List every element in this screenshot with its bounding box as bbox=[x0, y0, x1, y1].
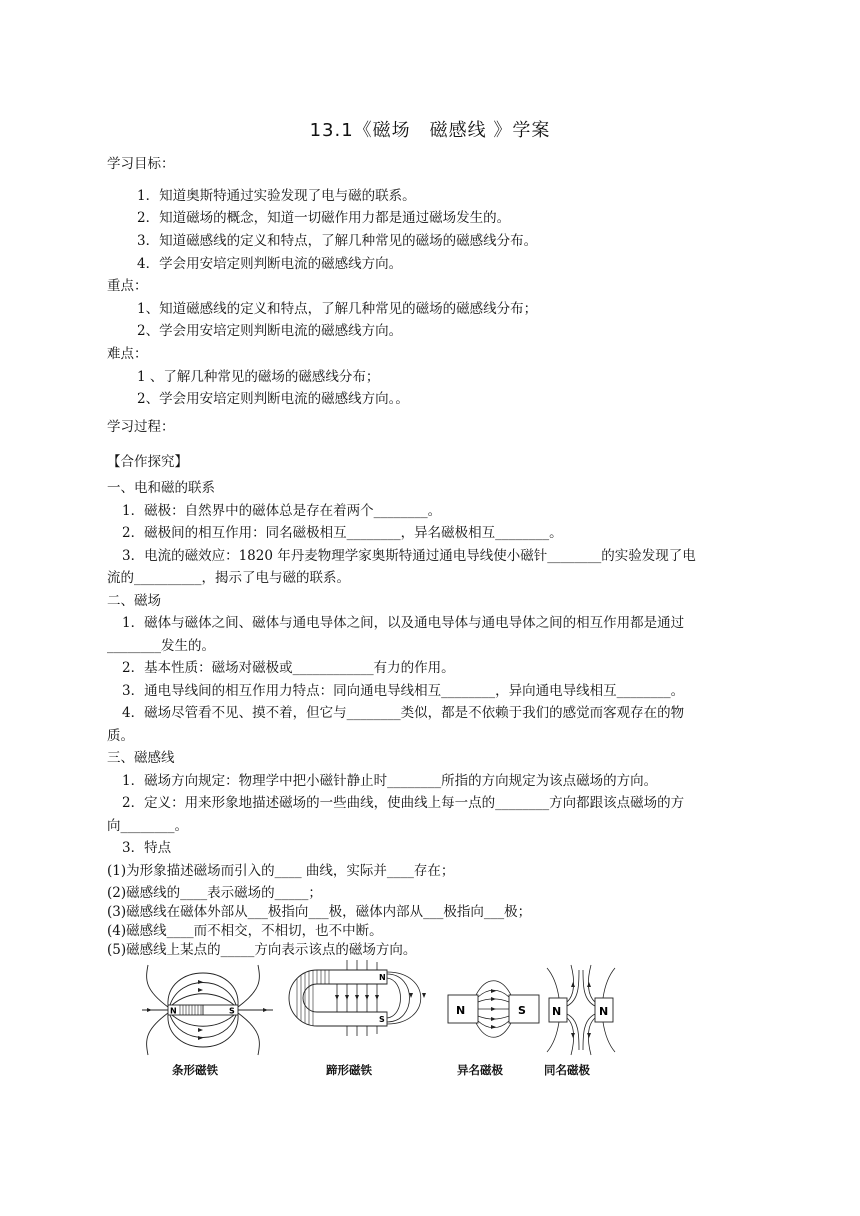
difficulty-heading: 难点： bbox=[107, 346, 148, 362]
difficulty-item: 1 、了解几种常见的磁场的磁感线分布； bbox=[137, 369, 380, 385]
goals-heading: 学习目标： bbox=[107, 156, 175, 172]
feature-item: (3)磁感线在磁体外部从___极指向___极，磁体内部从___极指向___极； bbox=[107, 904, 532, 920]
s-pole-label: S bbox=[379, 1015, 385, 1024]
bar-magnet-diagram bbox=[140, 960, 275, 1060]
part2-line: 2．基本性质：磁场对磁极或____________有力的作用。 bbox=[122, 660, 455, 676]
part2-line: 1．磁体与磁体之间、磁体与通电导体之间，以及通电导体与通电导体之间的相互作用都是通过 bbox=[122, 615, 685, 631]
part3-line: 向________。 bbox=[107, 818, 188, 834]
part2-line: 4．磁场尽管看不见、摸不着，但它与________类似，都是不依赖于我们的感觉而客观存在的物 bbox=[122, 705, 685, 721]
caption-bar-magnet: 条形磁铁 bbox=[172, 1063, 218, 1077]
page-title: 13.1《磁场 磁感线 》学案 bbox=[309, 120, 551, 141]
feature-item: (1)为形象描述磁场而引入的____ 曲线，实际并____存在； bbox=[107, 863, 455, 879]
part2-line: 3．通电导线间的相互作用力特点：同向通电导线相互________，异向通电导线相互________。 bbox=[122, 683, 685, 699]
goal-item: 2．知道磁场的概念，知道一切磁作用力都是通过磁场发生的。 bbox=[137, 210, 511, 226]
caption-horseshoe-magnet: 蹄形磁铁 bbox=[326, 1063, 372, 1077]
n-pole-label: N bbox=[170, 1006, 177, 1016]
magnetic-field-figures bbox=[140, 960, 630, 1085]
part2-heading: 二、磁场 bbox=[107, 593, 161, 609]
feature-item: (5)磁感线上某点的_____方向表示该点的磁场方向。 bbox=[107, 942, 417, 958]
part1-line: 流的__________，揭示了电与磁的联系。 bbox=[107, 570, 350, 586]
part3-line: 2．定义：用来形象地描述磁场的一些曲线，使曲线上每一点的________方向都跟该点磁场的方 bbox=[122, 795, 685, 811]
caption-like-poles: 同名磁极 bbox=[544, 1063, 590, 1077]
n-pole-label: N bbox=[599, 1005, 609, 1018]
key-item: 2、学会用安培定则判断电流的磁感线方向。 bbox=[137, 323, 403, 339]
feature-item: (2)磁感线的____表示磁场的_____； bbox=[107, 885, 322, 901]
key-item: 1、知道磁感线的定义和特点，了解几种常见的磁场的磁感线分布； bbox=[137, 301, 538, 317]
part3-heading: 三、磁感线 bbox=[107, 750, 175, 766]
part1-heading: 一、电和磁的联系 bbox=[107, 480, 215, 496]
feature-item: (4)磁感线____而不相交，不相切，也不中断。 bbox=[107, 923, 383, 939]
n-pole-label: N bbox=[379, 973, 386, 982]
s-pole-label: S bbox=[518, 1004, 526, 1017]
n-pole-label: N bbox=[456, 1004, 466, 1017]
goal-item: 4．学会用安培定则判断电流的磁感线方向。 bbox=[137, 256, 403, 272]
difficulty-item: 2、学会用安培定则判断电流的磁感线方向。。 bbox=[137, 391, 409, 407]
goal-item: 1．知道奥斯特通过实验发现了电与磁的联系。 bbox=[137, 188, 416, 204]
part3-line: 1．磁场方向规定：物理学中把小磁针静止时________所指的方向规定为该点磁场的方向。 bbox=[122, 773, 658, 789]
opposite-poles-diagram bbox=[446, 970, 541, 1050]
part2-line: 质。 bbox=[107, 728, 134, 744]
part3-line: 3．特点 bbox=[122, 840, 172, 856]
key-heading: 重点： bbox=[107, 278, 148, 294]
process-heading: 学习过程： bbox=[107, 419, 175, 435]
s-pole-label: S bbox=[229, 1006, 235, 1016]
part1-line: 1．磁极：自然界中的磁体总是存在着两个________。 bbox=[122, 503, 442, 519]
coop-heading: 【合作探究】 bbox=[107, 454, 188, 470]
part1-line: 3．电流的磁效应：1820 年丹麦物理学家奥斯特通过通电导线使小磁针________的实验发现了电 bbox=[122, 548, 696, 564]
horseshoe-magnet-diagram bbox=[287, 960, 439, 1060]
like-poles-diagram bbox=[545, 960, 620, 1060]
caption-opposite-poles: 异名磁极 bbox=[457, 1063, 503, 1077]
goal-item: 3．知道磁感线的定义和特点，了解几种常见的磁场的磁感线分布。 bbox=[137, 233, 538, 249]
n-pole-label: N bbox=[552, 1005, 562, 1018]
part1-line: 2．磁极间的相互作用：同名磁极相互________，异名磁极相互________。 bbox=[122, 525, 563, 541]
part2-line: ________发生的。 bbox=[107, 638, 215, 654]
